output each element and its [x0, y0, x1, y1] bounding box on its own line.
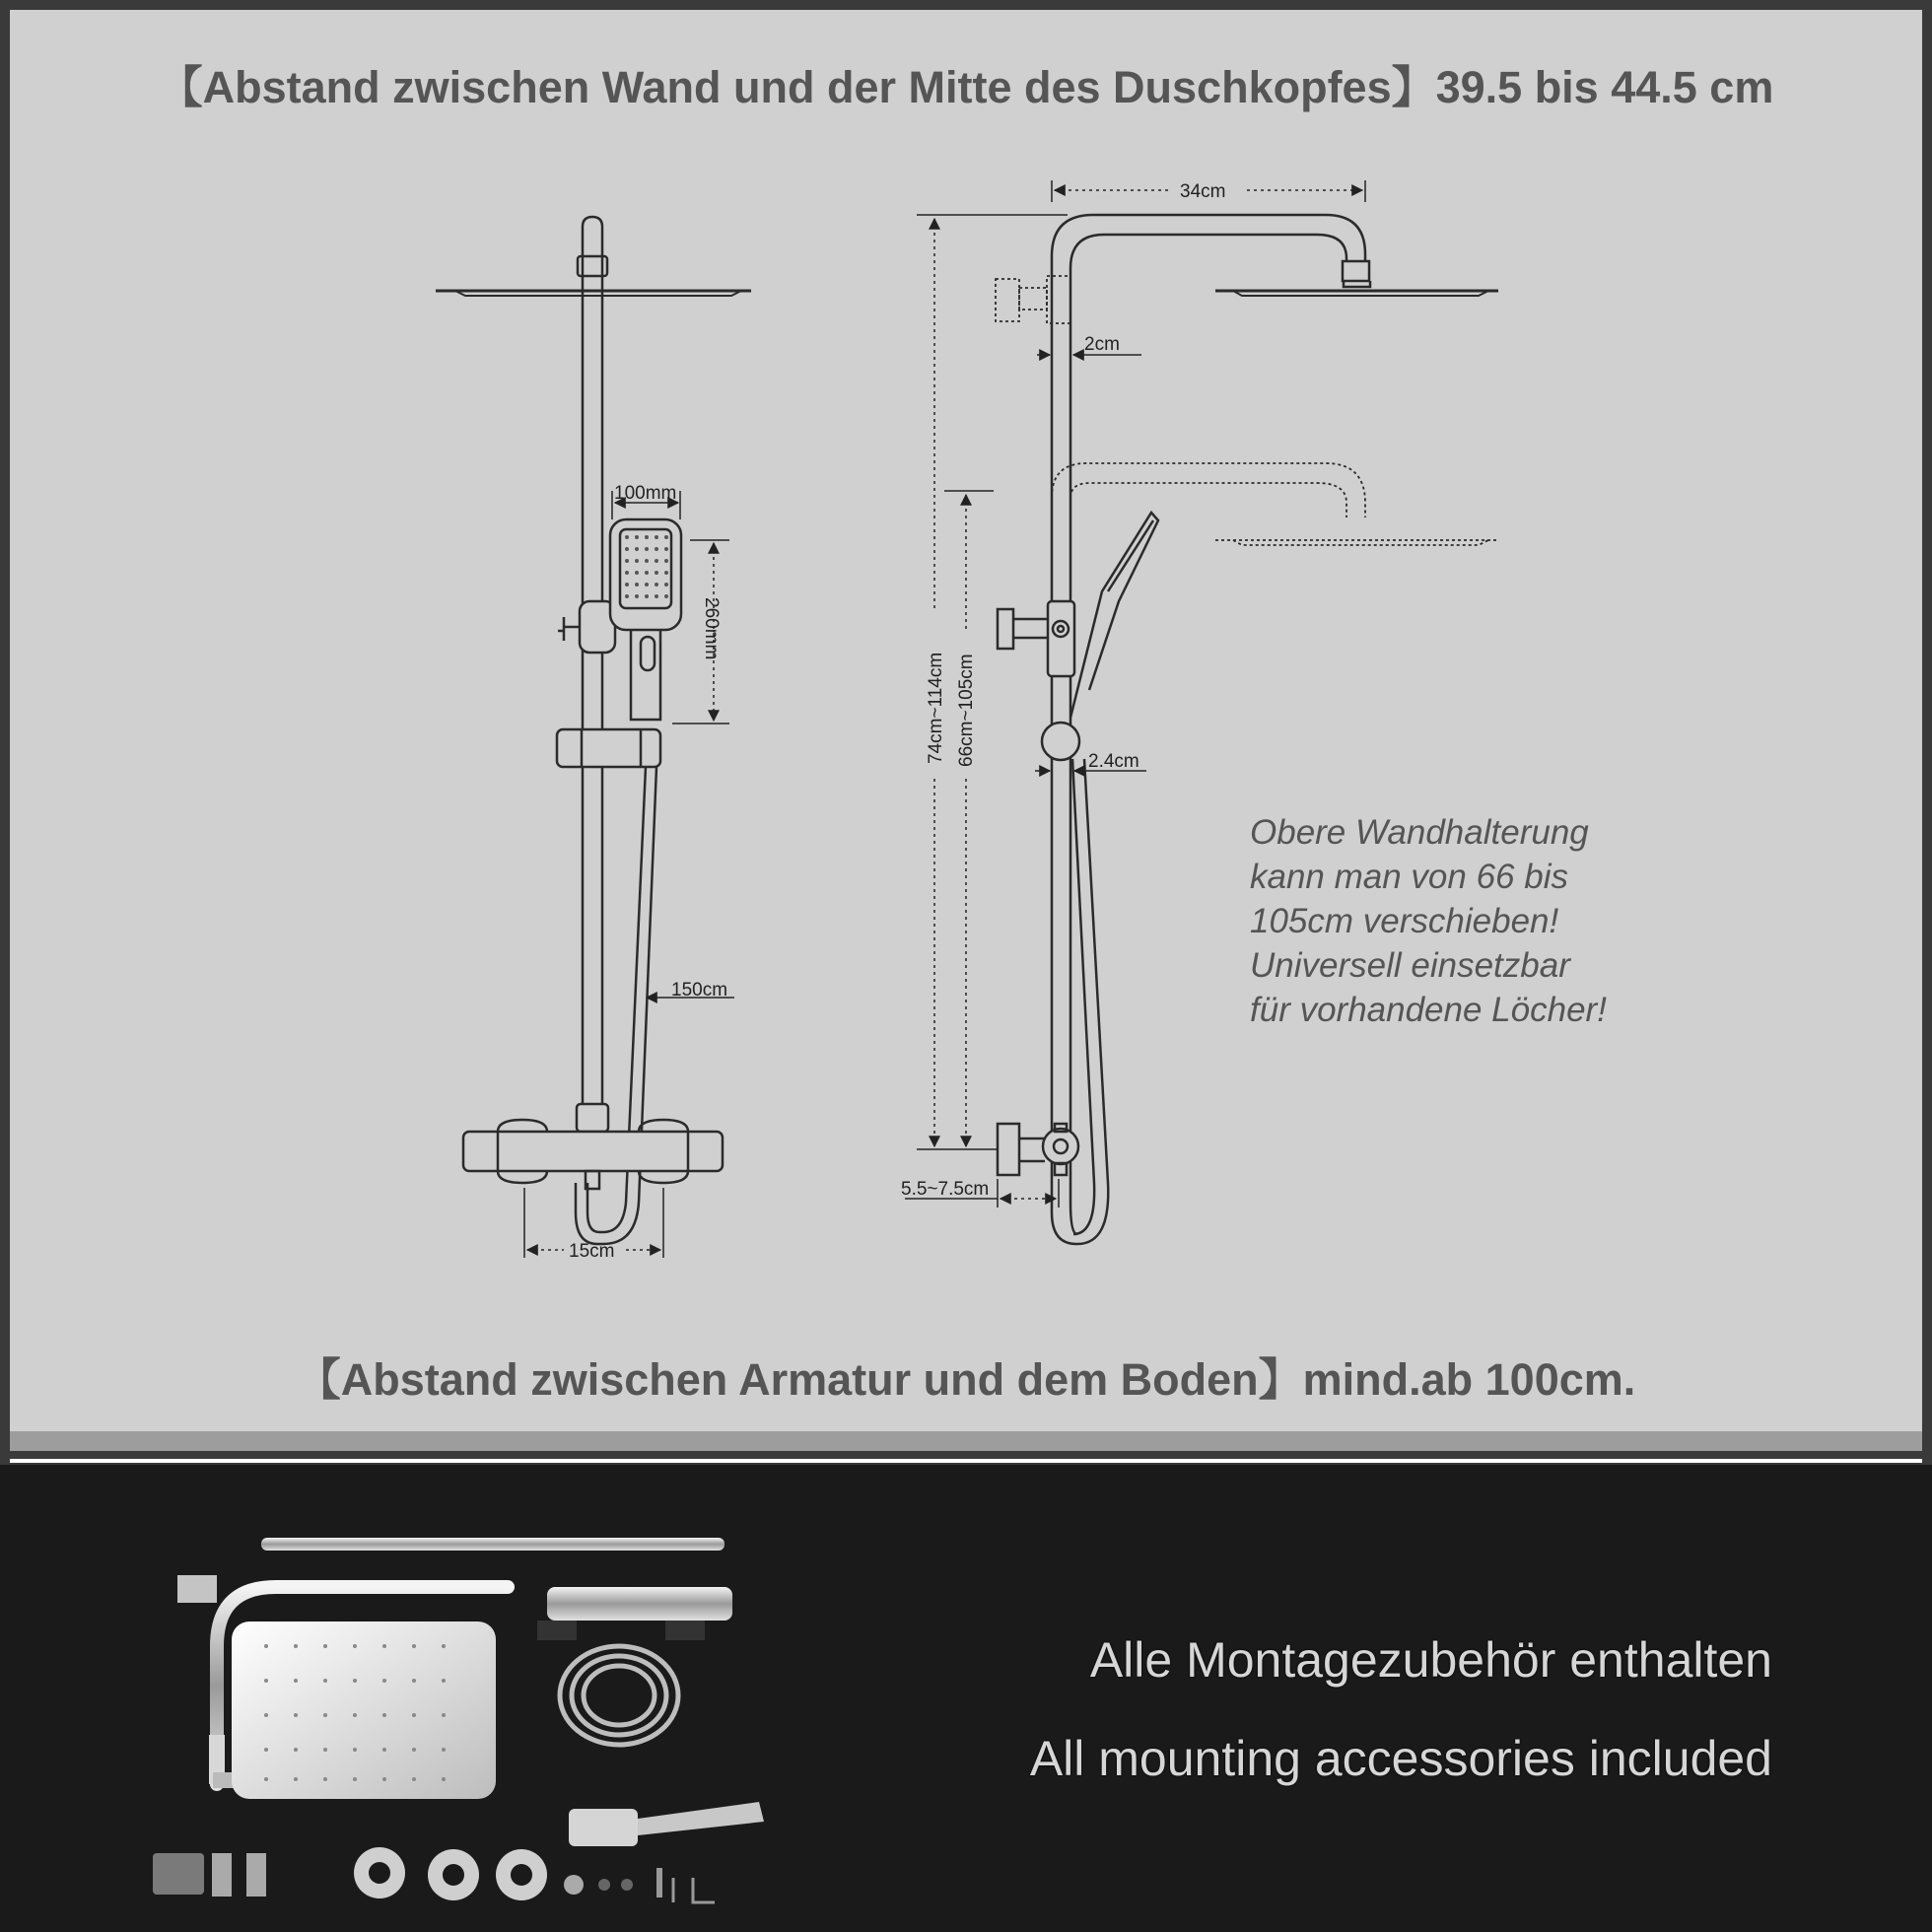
note-line: 105cm verschieben!	[1250, 902, 1559, 940]
diverter-side	[1048, 601, 1074, 676]
tagline-german: Alle Montagezubehör enthalten	[1089, 1632, 1772, 1688]
label-pipe-offset-top: 2cm	[1084, 334, 1120, 355]
riser-pipe-front	[583, 217, 602, 291]
note-line: kann man von 66 bis	[1250, 858, 1568, 896]
label-bracket-range: 66cm~105cm	[956, 654, 977, 767]
hand-shower-side	[1070, 513, 1158, 718]
slider-knob-side	[1042, 723, 1079, 760]
label-handshower-width: 100mm	[614, 483, 677, 504]
headline-floor-distance: 【Abstand zwischen Armatur und dem Boden】mind.ab 100cm.	[296, 1354, 1636, 1405]
side-view	[996, 215, 1498, 1244]
label-hose-length: 150cm	[671, 980, 728, 1000]
label-handshower-length: 260mm	[701, 597, 722, 660]
hose-side	[1072, 759, 1094, 1234]
rain-head-part	[232, 1622, 496, 1799]
valve-side	[1043, 1129, 1078, 1164]
hand-shower-part	[569, 1809, 638, 1846]
slider-front	[557, 729, 660, 767]
accessories-photo	[118, 1488, 789, 1922]
note-line: für vorhandene Löcher!	[1250, 991, 1607, 1029]
thermostat-front	[463, 1132, 723, 1171]
small-parts	[153, 1847, 715, 1902]
label-wall-distance: 5.5~7.5cm	[901, 1179, 990, 1200]
tagline-english: All mounting accessories included	[1029, 1731, 1772, 1786]
label-total-height: 74cm~114cm	[926, 652, 946, 764]
headline-wall-distance: 【Abstand zwischen Wand und der Mitte des Duschkopfes】39.5 bis 44.5 cm	[158, 62, 1774, 112]
hose-part	[560, 1646, 678, 1745]
bracket-note	[1250, 810, 1762, 1032]
note-line: Obere Wandhalterung	[1250, 813, 1589, 852]
riser-bar-part	[261, 1538, 724, 1551]
front-view	[436, 217, 751, 1244]
note-line: Universell einsetzbar	[1250, 946, 1570, 985]
label-arm-length: 34cm	[1180, 181, 1226, 202]
label-valve-spacing: 15cm	[569, 1241, 615, 1262]
divider-line	[10, 1459, 1922, 1463]
label-pipe-offset-mid: 2.4cm	[1088, 751, 1139, 772]
thermostat-part	[547, 1587, 732, 1621]
